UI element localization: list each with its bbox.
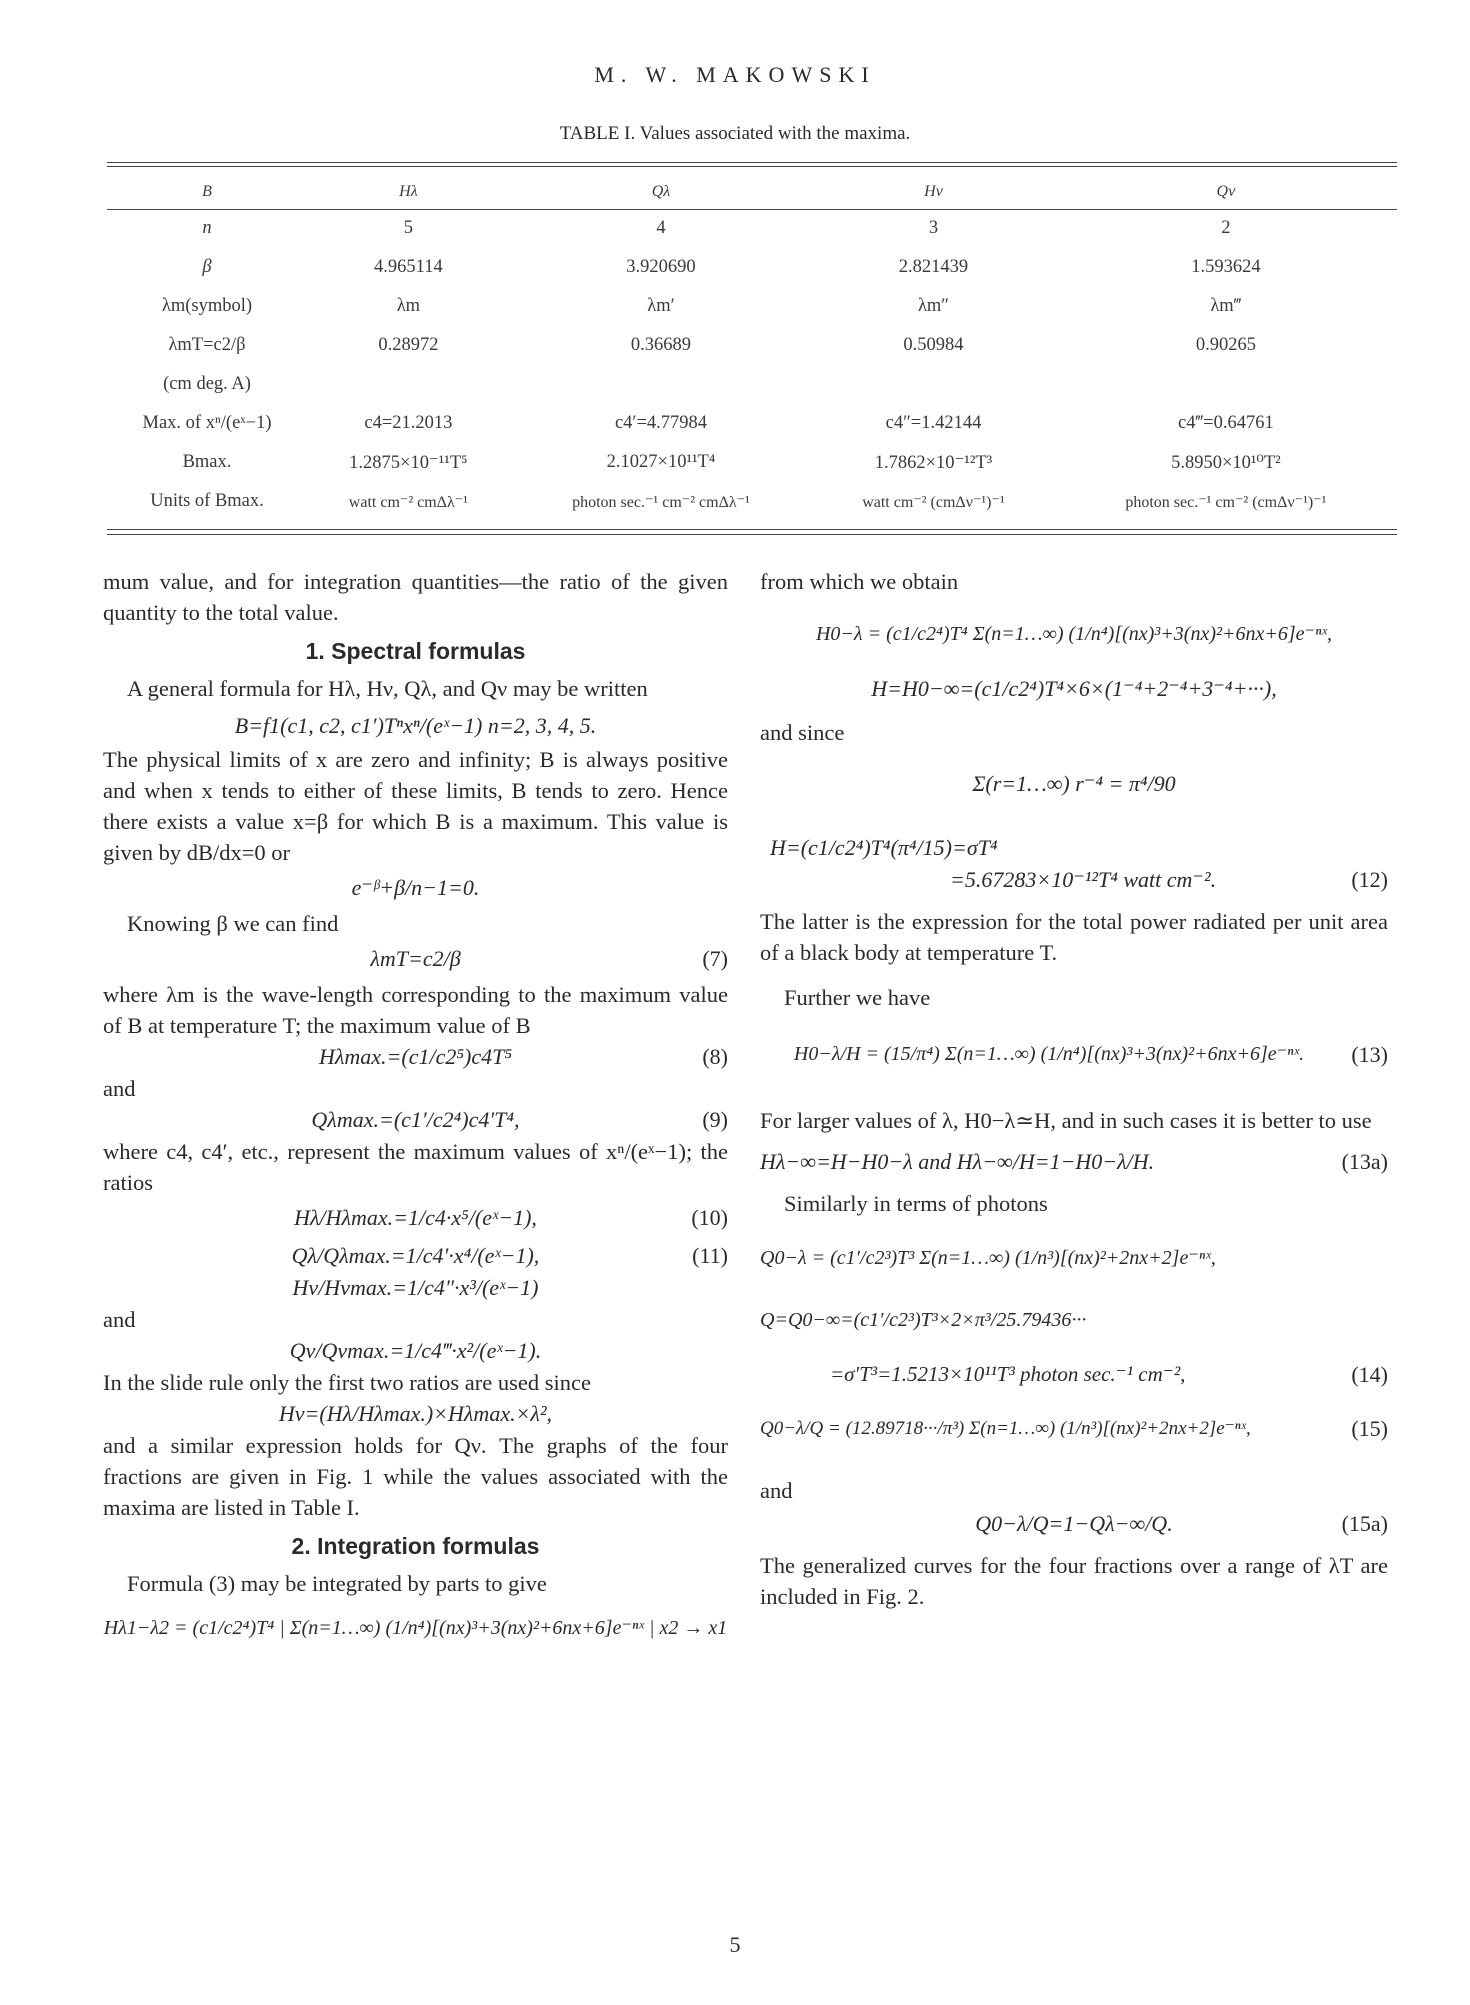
- table-row: [107, 248, 1397, 287]
- equation-text: B=f1(c1, c2, c1′)Tⁿxⁿ/(eˣ−1) n=2, 3, 4, 5.: [234, 713, 597, 738]
- table-top-rule-2: [107, 166, 1397, 167]
- paragraph: In the slide rule only the first two ratios are used since: [103, 1370, 591, 1395]
- equation: [103, 943, 728, 975]
- table-cell: photon sec.⁻¹ cm⁻² (cmΔν⁻¹)⁻¹: [1125, 493, 1327, 511]
- equation: [760, 1508, 1388, 1540]
- paragraph: where c4, c4′, etc., represent the maximum values of xⁿ/(eˣ−1); the ratios: [103, 1139, 728, 1195]
- row-label: n: [202, 218, 212, 238]
- table-cell: 0.36689: [630, 335, 692, 355]
- equation-number: (8): [702, 1044, 728, 1069]
- table-cell: λm″: [917, 296, 950, 316]
- equation-number: (14): [1351, 1362, 1388, 1387]
- table-cell: [307, 365, 510, 404]
- table-cell: c4‴=0.64761: [1178, 413, 1274, 433]
- paragraph: and: [103, 1307, 136, 1332]
- equation: [760, 768, 1388, 812]
- table-header-row: [107, 175, 1397, 209]
- equation-number: (15a): [1341, 1511, 1388, 1536]
- equation: [760, 1146, 1388, 1178]
- table-cell: [812, 365, 1055, 404]
- paragraph: For larger values of λ, H0−λ≃H, and in such cases it is better to use: [760, 1108, 1372, 1133]
- equation-text: =σ′T³=1.5213×10¹¹T³ photon sec.⁻¹ cm⁻²,: [830, 1362, 1186, 1386]
- row-label: (cm deg. A): [163, 374, 251, 394]
- equation: [103, 1272, 728, 1304]
- equation-text: Q0−λ/Q=1−Qλ−∞/Q.: [975, 1511, 1173, 1536]
- paragraph: The generalized curves for the four fractions over a range of λT are included in Fig. 2.: [760, 1553, 1388, 1609]
- equation-number: (7): [702, 946, 728, 971]
- paragraph: mum value, and for integration quantities—the ratio of the given quantity to the total value.: [103, 569, 728, 625]
- paragraph: and: [103, 1076, 136, 1101]
- paragraph: and: [760, 1478, 793, 1503]
- paragraph: from which we obtain: [760, 569, 959, 594]
- equation-text: Σ(r=1…∞) r⁻⁴ = π⁴/90: [972, 771, 1176, 796]
- paragraph: and a similar expression holds for Qν. The graphs of the four fractions are given in Fig. 1 while the values associated with the maxima are listed in Table I.: [103, 1433, 728, 1520]
- table-cell: 2.821439: [898, 257, 969, 277]
- equation-text: Q0−λ/Q = (12.89718···/π³) Σ(n=1…∞) (1/n³)[(nx)²+2nx+2]e⁻ⁿˣ,: [760, 1418, 1251, 1439]
- section-heading: 1. Spectral formulas: [305, 638, 526, 664]
- table-header-cell: B: [202, 183, 212, 200]
- equation-number: (11): [692, 1243, 728, 1268]
- equation: [760, 1305, 1388, 1349]
- row-label: Max. of xⁿ/(eˣ−1): [142, 413, 272, 433]
- table-cell: c4=21.2013: [364, 413, 453, 433]
- equation-text: e⁻ᵝ+β/n−1=0.: [351, 875, 480, 900]
- table-cell: 3: [928, 218, 939, 238]
- paragraph: Similarly in terms of photons: [784, 1191, 1048, 1216]
- table-cell: 2.1027×10¹¹T⁴: [606, 452, 716, 472]
- equation-text: Q0−λ = (c1′/c2³)T³ Σ(n=1…∞) (1/n³)[(nx)²+2nx+2]e⁻ⁿˣ,: [760, 1247, 1216, 1269]
- table-cell: λm: [396, 296, 421, 316]
- table-cell: c4″=1.42144: [885, 413, 982, 433]
- table-cell: 0.50984: [903, 335, 964, 355]
- equation-text: H=H0−∞=(c1/c2⁴)T⁴×6×(1⁻⁴+2⁻⁴+3⁻⁴+···),: [871, 676, 1277, 701]
- table-cell: 5.8950×10¹⁰T²: [1171, 452, 1281, 473]
- table-top-rule: [107, 162, 1397, 163]
- table-cell: watt cm⁻² cmΔλ⁻¹: [348, 493, 468, 511]
- equation-text: Q=Q0−∞=(c1′/c2³)T³×2×π³/25.79436···: [760, 1309, 1087, 1331]
- page-number: 5: [729, 1932, 741, 1957]
- row-label: β: [202, 257, 212, 277]
- paragraph: The latter is the expression for the total power radiated per unit area of a black body at temperature T.: [760, 909, 1388, 965]
- values-table: [107, 175, 1397, 521]
- equation: [760, 832, 1388, 864]
- equation-text: λmT=c2/β: [370, 946, 461, 971]
- equation-text: Hλ/Hλmax.=1/c4·x⁵/(eˣ−1),: [294, 1205, 537, 1230]
- equation: [103, 1240, 728, 1272]
- table-row: [107, 287, 1397, 326]
- equation-text: Hλ1−λ2 = (c1/c2⁴)T⁴ | Σ(n=1…∞) (1/n⁴)[(nx)³+3(nx)²+6nx+6]e⁻ⁿˣ | x2 → x1: [103, 1617, 728, 1639]
- table-cell: λm‴: [1210, 296, 1242, 316]
- equation: [103, 1041, 728, 1073]
- row-label: Bmax.: [182, 452, 232, 472]
- table-cell: 1.7862×10⁻¹²T³: [874, 452, 993, 473]
- equation: [760, 1359, 1388, 1391]
- row-label: Units of Bmax.: [150, 491, 264, 511]
- table-cell: [510, 365, 812, 404]
- equation: [103, 1398, 728, 1430]
- table-cell: watt cm⁻² (cmΔν⁻¹)⁻¹: [862, 493, 1005, 511]
- paragraph: Knowing β we can find: [127, 911, 339, 936]
- paragraph: where λm is the wave-length corresponding to the maximum value of B at temperature T; the maximum value of B: [103, 982, 728, 1038]
- table-row: [107, 443, 1397, 482]
- equation-number: (9): [702, 1107, 728, 1132]
- equation-text: Qλmax.=(c1′/c2⁴)c4′T⁴,: [311, 1107, 520, 1132]
- table-cell: 2: [1221, 218, 1231, 238]
- equation: [103, 1613, 728, 1673]
- equation-text: Qλ/Qλmax.=1/c4′·x⁴/(eˣ−1),: [291, 1243, 540, 1268]
- equation-text: Hλ−∞=H−H0−λ and Hλ−∞/H=1−H0−λ/H.: [760, 1149, 1155, 1174]
- table-row: [107, 326, 1397, 365]
- table-cell: 0.28972: [378, 335, 439, 355]
- paragraph: and since: [760, 720, 845, 745]
- row-label: λmT=c2/β: [168, 335, 246, 355]
- paragraph: A general formula for Hλ, Hν, Qλ, and Qν may be written: [127, 676, 648, 701]
- table-cell: 0.90265: [1195, 335, 1256, 355]
- table-header-cell: Qν: [1216, 183, 1236, 200]
- equation: [103, 1202, 728, 1234]
- table-bottom-rule: [107, 529, 1397, 530]
- equation: [760, 1039, 1388, 1083]
- table-cell: [1055, 365, 1397, 404]
- equation: [760, 1243, 1388, 1287]
- table-row: [107, 209, 1397, 248]
- equation-text: Hν=(Hλ/Hλmax.)×Hλmax.×λ²,: [278, 1401, 553, 1426]
- table-cell: photon sec.⁻¹ cm⁻² cmΔλ⁻¹: [572, 493, 750, 511]
- equation-text: Qν/Qνmax.=1/c4‴·x²/(eˣ−1).: [289, 1338, 542, 1363]
- paragraph: Further we have: [784, 985, 931, 1010]
- table-cell: 1.593624: [1191, 257, 1261, 277]
- table-row: [107, 365, 1397, 404]
- equation: [760, 1413, 1388, 1457]
- equation-number: (12): [1351, 867, 1388, 892]
- table-cell: 4.965114: [374, 257, 443, 277]
- running-head: M. W. MAKOWSKI: [594, 62, 876, 87]
- paragraph: Formula (3) may be integrated by parts to give: [127, 1571, 547, 1596]
- equation: [103, 872, 728, 904]
- equation-text: H0−λ = (c1/c2⁴)T⁴ Σ(n=1…∞) (1/n⁴)[(nx)³+3(nx)²+6nx+6]e⁻ⁿˣ,: [815, 623, 1333, 645]
- equation: [760, 619, 1388, 659]
- equation-text: =5.67283×10⁻¹²T⁴ watt cm⁻².: [950, 867, 1217, 892]
- paragraph: The physical limits of x are zero and infinity; B is always positive and when x tends to either of these limits, B tends to zero. Hence there exists a value x=β for which B is a maximum. This value is given by dB/dx=0 or: [103, 747, 728, 865]
- table-caption: TABLE I. Values associated with the maxima.: [559, 123, 911, 144]
- equation: [103, 1104, 728, 1136]
- equation-text: Hν/Hνmax.=1/c4″·x³/(eˣ−1): [292, 1275, 539, 1300]
- table-cell: 1.2875×10⁻¹¹T⁵: [349, 452, 468, 473]
- right-column: [760, 566, 1388, 1612]
- equation-number: (13a): [1341, 1149, 1388, 1174]
- equation-number: (13): [1351, 1042, 1388, 1067]
- table-cell: λm′: [647, 296, 675, 316]
- table-row: [107, 482, 1397, 521]
- table-cell: 3.920690: [626, 257, 696, 277]
- equation: [760, 864, 1388, 896]
- table-cell: c4′=4.77984: [614, 413, 708, 433]
- table-header-cell: Qλ: [651, 183, 671, 200]
- table-cell: 5: [403, 218, 413, 238]
- row-label: λm(symbol): [161, 296, 253, 316]
- equation-text: H0−λ/H = (15/π⁴) Σ(n=1…∞) (1/n⁴)[(nx)³+3(nx)²+6nx+6]e⁻ⁿˣ.: [793, 1043, 1305, 1065]
- table-header-cell: Hν: [924, 183, 943, 200]
- table-header-cell: Hλ: [399, 183, 418, 200]
- section-heading: 2. Integration formulas: [291, 1533, 540, 1559]
- equation: [103, 710, 728, 742]
- table-bottom-rule-2: [107, 534, 1397, 535]
- table-row: [107, 404, 1397, 443]
- equation-number: (10): [691, 1205, 728, 1230]
- equation-number: (15): [1351, 1416, 1388, 1441]
- table-cell: 4: [656, 218, 666, 238]
- equation-text: Hλmax.=(c1/c2⁵)c4T⁵: [318, 1044, 512, 1069]
- equation: [103, 1335, 728, 1367]
- left-column: [103, 566, 728, 1673]
- equation: [760, 673, 1388, 705]
- equation-text: H=(c1/c2⁴)T⁴(π⁴/15)=σT⁴: [770, 835, 998, 860]
